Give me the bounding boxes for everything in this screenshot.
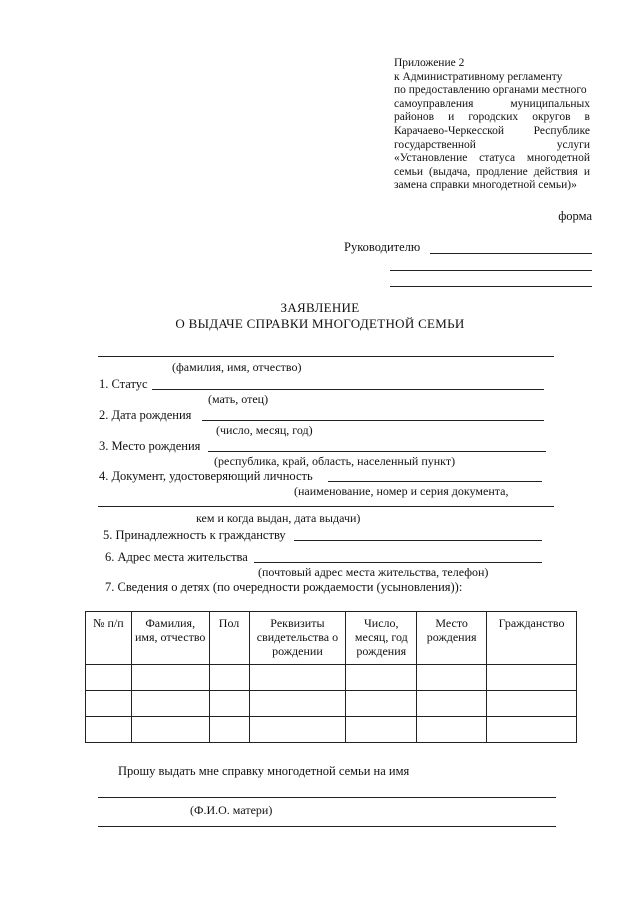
- col-gender-header: Пол: [209, 612, 249, 665]
- document-subtitle: О ВЫДАЧЕ СПРАВКИ МНОГОДЕТНОЙ СЕМЬИ: [175, 316, 465, 331]
- col-certificate-header: Реквизиты свидетельства о рождении: [249, 612, 346, 665]
- table-cell[interactable]: [417, 665, 487, 691]
- fio-line[interactable]: [98, 356, 554, 357]
- table-cell[interactable]: [346, 665, 417, 691]
- table-cell[interactable]: [249, 717, 346, 743]
- birth-date-line[interactable]: [202, 420, 544, 421]
- table-row: [86, 691, 577, 717]
- table-cell[interactable]: [86, 665, 132, 691]
- birth-place-label: 3. Место рождения: [99, 439, 201, 453]
- appendix-line: Карачаево-Черкесской Республике: [394, 124, 590, 137]
- table-cell[interactable]: [346, 691, 417, 717]
- col-number-header: № п/п: [86, 612, 132, 665]
- request-name-line[interactable]: [98, 797, 556, 798]
- col-birthplace-header: Место рождения: [417, 612, 487, 665]
- col-fio-header: Фамилия, имя, отчество: [131, 612, 209, 665]
- birth-place-line[interactable]: [208, 451, 546, 452]
- citizenship-label: 5. Принадлежность к гражданству: [103, 528, 286, 542]
- appendix-line: по предоставлению органами местного: [394, 84, 587, 97]
- table-cell[interactable]: [249, 665, 346, 691]
- document-line[interactable]: [328, 481, 542, 482]
- birth-date-hint: (число, месяц, год): [216, 423, 313, 437]
- birth-date-label: 2. Дата рождения: [99, 408, 192, 422]
- addressee-line[interactable]: [430, 253, 592, 254]
- document-title: ЗАЯВЛЕНИЕ: [280, 300, 360, 315]
- table-cell[interactable]: [209, 665, 249, 691]
- table-cell[interactable]: [131, 717, 209, 743]
- appendix-line: районов и городских округов в: [394, 111, 590, 124]
- table-cell[interactable]: [131, 691, 209, 717]
- appendix-line: замена справки многодетной семьи)»: [394, 179, 577, 192]
- table-cell[interactable]: [487, 691, 577, 717]
- table-cell[interactable]: [487, 717, 577, 743]
- addressee-line-3[interactable]: [390, 286, 592, 287]
- appendix-line: государственной услуги: [394, 138, 590, 151]
- addressee-label: Руководителю: [344, 240, 421, 254]
- appendix-note: [394, 57, 590, 193]
- table-cell[interactable]: [131, 665, 209, 691]
- table-cell[interactable]: [86, 717, 132, 743]
- appendix-line: «Установление статуса многодетной: [394, 152, 590, 165]
- address-label: 6. Адрес места жительства: [105, 550, 248, 564]
- appendix-line: самоуправления муниципальных: [394, 97, 590, 110]
- fio-hint: (фамилия, имя, отчество): [172, 360, 302, 374]
- table-cell[interactable]: [209, 691, 249, 717]
- appendix-line: Приложение 2: [394, 57, 465, 69]
- appendix-line: семьи (выдача, продление действия и: [394, 165, 590, 178]
- appendix-line: к Административному регламенту: [394, 70, 563, 83]
- table-row: [86, 665, 577, 691]
- table-cell[interactable]: [417, 691, 487, 717]
- status-hint: (мать, отец): [208, 392, 269, 406]
- document-hint-2: кем и когда выдан, дата выдачи): [196, 511, 361, 525]
- address-line[interactable]: [254, 562, 542, 563]
- address-hint: (почтовый адрес места жительства, телефон): [258, 565, 489, 579]
- request-hint: (Ф.И.О. матери): [190, 803, 273, 817]
- birth-place-hint: (республика, край, область, населенный пункт): [214, 454, 456, 468]
- table-cell[interactable]: [209, 717, 249, 743]
- document-line-2[interactable]: [98, 506, 554, 507]
- status-label: 1. Статус: [99, 377, 148, 391]
- table-cell[interactable]: [249, 691, 346, 717]
- children-table: [85, 611, 577, 743]
- table-header-row: [86, 612, 577, 665]
- table-cell[interactable]: [487, 665, 577, 691]
- table-cell[interactable]: [86, 691, 132, 717]
- table-cell[interactable]: [417, 717, 487, 743]
- table-cell[interactable]: [346, 717, 417, 743]
- col-birthdate-header: Число, месяц, год рождения: [346, 612, 417, 665]
- citizenship-line[interactable]: [294, 540, 542, 541]
- addressee-line-2[interactable]: [390, 270, 592, 271]
- document-label: 4. Документ, удостоверяющий личность: [99, 469, 313, 483]
- table-row: [86, 717, 577, 743]
- request-name-line-2[interactable]: [98, 826, 556, 827]
- children-label: 7. Сведения о детях (по очередности рождаемости (усыновления)):: [105, 580, 463, 594]
- col-citizenship-header: Гражданство: [487, 612, 577, 665]
- form-label: форма: [558, 209, 592, 223]
- document-hint: (наименование, номер и серия документа,: [294, 484, 509, 498]
- status-line[interactable]: [152, 389, 544, 390]
- request-text: Прошу выдать мне справку многодетной семьи на имя: [118, 764, 410, 778]
